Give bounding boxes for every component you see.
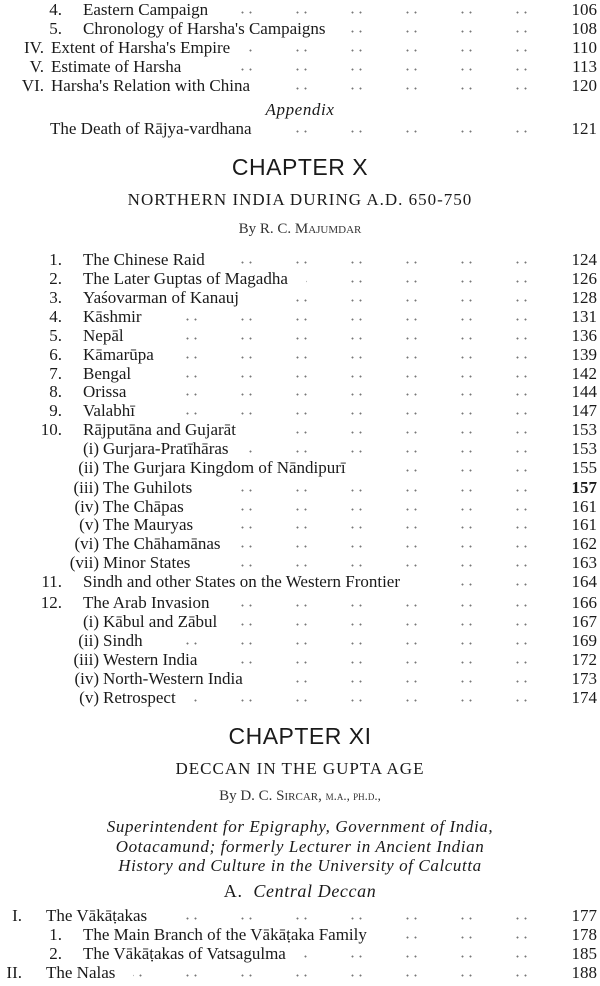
entry-title: The Gurjara Kingdom of Nāndipurī: [103, 458, 346, 477]
dot-leader: [208, 553, 555, 572]
entry-number: 5.: [49, 326, 62, 345]
entry-number: (iii): [73, 650, 99, 669]
page-number: 185: [571, 944, 597, 963]
dot-leader: [261, 669, 555, 688]
entry-title: The Later Guptas of Magadha: [83, 269, 288, 288]
dot-leader: [149, 364, 555, 383]
toc-entry: [0, 57, 600, 76]
toc-entry: [0, 326, 600, 345]
entry-number: (i): [82, 439, 99, 458]
entry-title: Orissa: [83, 382, 127, 401]
dot-leader: [142, 326, 555, 345]
page-number: 139: [571, 345, 597, 364]
toc-entry: [0, 38, 600, 57]
entry-title: The Arab Invasion: [83, 593, 210, 612]
dot-leader: [144, 382, 555, 401]
dot-leader: [270, 119, 555, 138]
toc-entry: [0, 534, 600, 553]
author-name: R. C. Majumdar: [259, 221, 362, 237]
page-number: 108: [571, 19, 597, 38]
toc-entry: [0, 439, 600, 458]
dot-leader: [235, 612, 555, 631]
dot-leader: [161, 631, 555, 650]
dot-leader: [226, 0, 555, 19]
entry-title: Chronology of Harsha's Campaigns: [83, 19, 326, 38]
dot-leader: [239, 534, 555, 553]
entry-number: II.: [6, 963, 22, 982]
chapter-x-heading: CHAPTER X: [231, 154, 369, 180]
toc-entry: [0, 515, 600, 534]
chapter-x-byline: [0, 221, 600, 238]
entry-number: (ii): [78, 631, 99, 650]
page-number: 144: [571, 382, 597, 401]
toc-entry: [0, 420, 600, 439]
affiliation-line: History and Culture in the University of Calcutta: [118, 856, 482, 875]
page-number: 177: [571, 906, 597, 925]
entry-number: 1.: [49, 925, 62, 944]
affiliation-line: Superintendent for Epigraphy, Government of India,: [106, 817, 494, 836]
page-number: 124: [571, 250, 597, 269]
entry-title: Eastern Campaign: [83, 0, 209, 19]
toc-entry: [0, 288, 600, 307]
entry-number: 4.: [49, 307, 62, 326]
entry-title: Yaśovarman of Kanauj: [83, 288, 239, 307]
dot-leader: [199, 57, 555, 76]
toc-entry: [0, 572, 600, 591]
dot-leader: [385, 925, 555, 944]
toc-entry: [0, 250, 600, 269]
entry-number: 12.: [40, 593, 62, 612]
affiliation-line: Ootacamund; formerly Lecturer in Ancient Indian: [115, 836, 485, 856]
appendix-heading: Appendix: [265, 100, 335, 119]
page-number: 166: [571, 593, 597, 612]
page-number: 121: [571, 119, 597, 138]
toc-entry: [0, 0, 600, 19]
entry-title: The Vākāṭakas of Vatsagulma: [83, 944, 286, 963]
entry-number: (iv): [74, 669, 99, 688]
toc-entry: [0, 669, 600, 688]
page-number: 167: [571, 612, 597, 631]
page-number: 147: [571, 401, 597, 420]
entry-title: North-Western India: [103, 669, 243, 688]
entry-title: Sindh and other States on the Western Frontier: [83, 572, 401, 591]
entry-title: Kāshmir: [83, 307, 142, 326]
entry-title: Western India: [103, 650, 198, 669]
entry-number: 10.: [40, 420, 62, 439]
entry-title: The Guhilots: [103, 478, 193, 497]
entry-title: Minor States: [103, 553, 191, 572]
dot-leader: [257, 288, 555, 307]
entry-title: Rājputāna and Gujarāt: [83, 420, 236, 439]
page-number: 155: [571, 458, 597, 477]
toc-entry: [0, 307, 600, 326]
dot-leader: [202, 497, 555, 516]
toc-entry: [0, 650, 600, 669]
toc-entry: [0, 401, 600, 420]
entry-number: 7.: [49, 364, 62, 383]
toc-entry: [0, 19, 600, 38]
chapter-xi-title: DECCAN IN THE GUPTA AGE: [175, 759, 425, 778]
toc-entry: [0, 631, 600, 650]
entry-title: The Vākāṭakas: [46, 906, 148, 925]
toc-entry: [0, 497, 600, 516]
dot-leader: [160, 307, 555, 326]
entry-title: Retrospect: [103, 688, 176, 707]
entry-title: Bengal: [83, 364, 132, 383]
entry-number: 1.: [49, 250, 62, 269]
page-number: 157: [571, 478, 597, 497]
page-number: 113: [572, 57, 597, 76]
toc-entry: [0, 963, 600, 982]
entry-title: Nepāl: [83, 326, 124, 345]
entry-number: 11.: [41, 572, 62, 591]
page-number: 126: [571, 269, 597, 288]
entry-number: 9.: [49, 401, 62, 420]
dot-leader: [153, 401, 555, 420]
toc-entry: [0, 119, 600, 138]
page-number: 153: [571, 439, 597, 458]
toc-entry: [0, 382, 600, 401]
dot-leader: [343, 19, 555, 38]
page-number: 178: [571, 925, 597, 944]
page-number: 120: [571, 76, 597, 95]
entry-number: 8.: [49, 382, 62, 401]
toc-entry: [0, 364, 600, 383]
page-number: 131: [571, 307, 597, 326]
entry-title: Gurjara-Pratīhāras: [103, 439, 229, 458]
page-number: 136: [571, 326, 597, 345]
dot-leader: [172, 345, 555, 364]
toc-entry: [0, 345, 600, 364]
dot-leader: [268, 76, 555, 95]
dot-leader: [306, 269, 555, 288]
author-name: D. C. Sircar,: [240, 788, 322, 804]
dot-leader: [165, 906, 555, 925]
dot-leader: [304, 944, 555, 963]
page-number: 153: [571, 420, 597, 439]
entry-number: (vi): [74, 534, 99, 553]
toc-entry: [0, 593, 600, 612]
toc-entry: [0, 688, 600, 707]
entry-title: The Nalas: [46, 963, 116, 982]
page-number: 142: [571, 364, 597, 383]
page-number: 161: [571, 515, 597, 534]
entry-title: Sindh: [103, 631, 143, 650]
section-letter: A.: [223, 881, 243, 901]
entry-title: Harsha's Relation with China: [51, 76, 251, 95]
entry-title: The Main Branch of the Vākāṭaka Family: [83, 925, 367, 944]
dot-leader: [215, 650, 555, 669]
entry-number: 6.: [49, 345, 62, 364]
dot-leader: [418, 572, 555, 591]
entry-title: The Death of Rājya-vardhana: [50, 119, 252, 138]
chapter-x-title: NORTHERN INDIA DURING A.D. 650-750: [127, 190, 473, 209]
entry-number: VI.: [21, 76, 44, 95]
entry-number: V.: [29, 57, 44, 76]
entry-number: (iii): [73, 478, 99, 497]
page-number: 172: [571, 650, 597, 669]
dot-leader: [133, 963, 555, 982]
toc-entry: [0, 612, 600, 631]
toc-entry: [0, 553, 600, 572]
author-affiliation: [0, 817, 600, 876]
toc-entry: [0, 906, 600, 925]
entry-title: Kābul and Zābul: [103, 612, 218, 631]
entry-number: I.: [12, 906, 22, 925]
page-number: 173: [571, 669, 597, 688]
entry-title: The Chinese Raid: [83, 250, 205, 269]
entry-title: Valabhī: [83, 401, 135, 420]
dot-leader: [228, 593, 555, 612]
dot-leader: [210, 478, 555, 497]
page-number: 110: [572, 38, 597, 57]
page-number: 174: [571, 688, 597, 707]
by-prefix: By: [219, 788, 237, 804]
entry-number: 2.: [49, 944, 62, 963]
entry-title: Kāmarūpa: [83, 345, 154, 364]
dot-leader: [248, 38, 555, 57]
entry-title: Estimate of Harsha: [51, 57, 182, 76]
author-degrees: m.a., ph.d.,: [325, 788, 381, 803]
dot-leader: [194, 688, 555, 707]
toc-entry: [0, 458, 600, 477]
toc-entry: [0, 269, 600, 288]
toc-entry: [0, 76, 600, 95]
toc-entry: [0, 478, 600, 497]
toc-entry: [0, 944, 600, 963]
entry-number: (ii): [78, 458, 99, 477]
section-title: Central Deccan: [253, 881, 377, 901]
entry-number: (i): [82, 612, 99, 631]
entry-title: Extent of Harsha's Empire: [51, 38, 231, 57]
dot-leader: [364, 458, 555, 477]
entry-title: The Chāpas: [103, 497, 184, 516]
chapter-xi-heading: CHAPTER XI: [228, 723, 372, 749]
by-prefix: By: [238, 221, 257, 237]
entry-number: 4.: [49, 0, 62, 19]
section-heading: [0, 881, 600, 902]
dot-leader: [247, 439, 555, 458]
entry-number: 5.: [49, 19, 62, 38]
entry-number: (vii): [69, 553, 99, 572]
page-number: 128: [571, 288, 597, 307]
page-number: 106: [571, 0, 597, 19]
dot-leader: [223, 250, 555, 269]
entry-number: 2.: [49, 269, 62, 288]
page-number: 169: [571, 631, 597, 650]
page-number: 161: [571, 497, 597, 516]
entry-number: IV.: [24, 38, 44, 57]
page-number: 164: [571, 572, 597, 591]
entry-title: The Chāhamānas: [103, 534, 221, 553]
dot-leader: [254, 420, 555, 439]
toc-entry: [0, 925, 600, 944]
page-number: 162: [571, 534, 597, 553]
dot-leader: [211, 515, 555, 534]
chapter-xi-byline: [0, 788, 600, 805]
entry-number: (v): [79, 515, 99, 534]
entry-number: (v): [79, 688, 99, 707]
page-number: 188: [571, 963, 597, 982]
entry-title: The Mauryas: [103, 515, 194, 534]
page-number: 163: [571, 553, 597, 572]
entry-number: 3.: [49, 288, 62, 307]
entry-number: (iv): [74, 497, 99, 516]
